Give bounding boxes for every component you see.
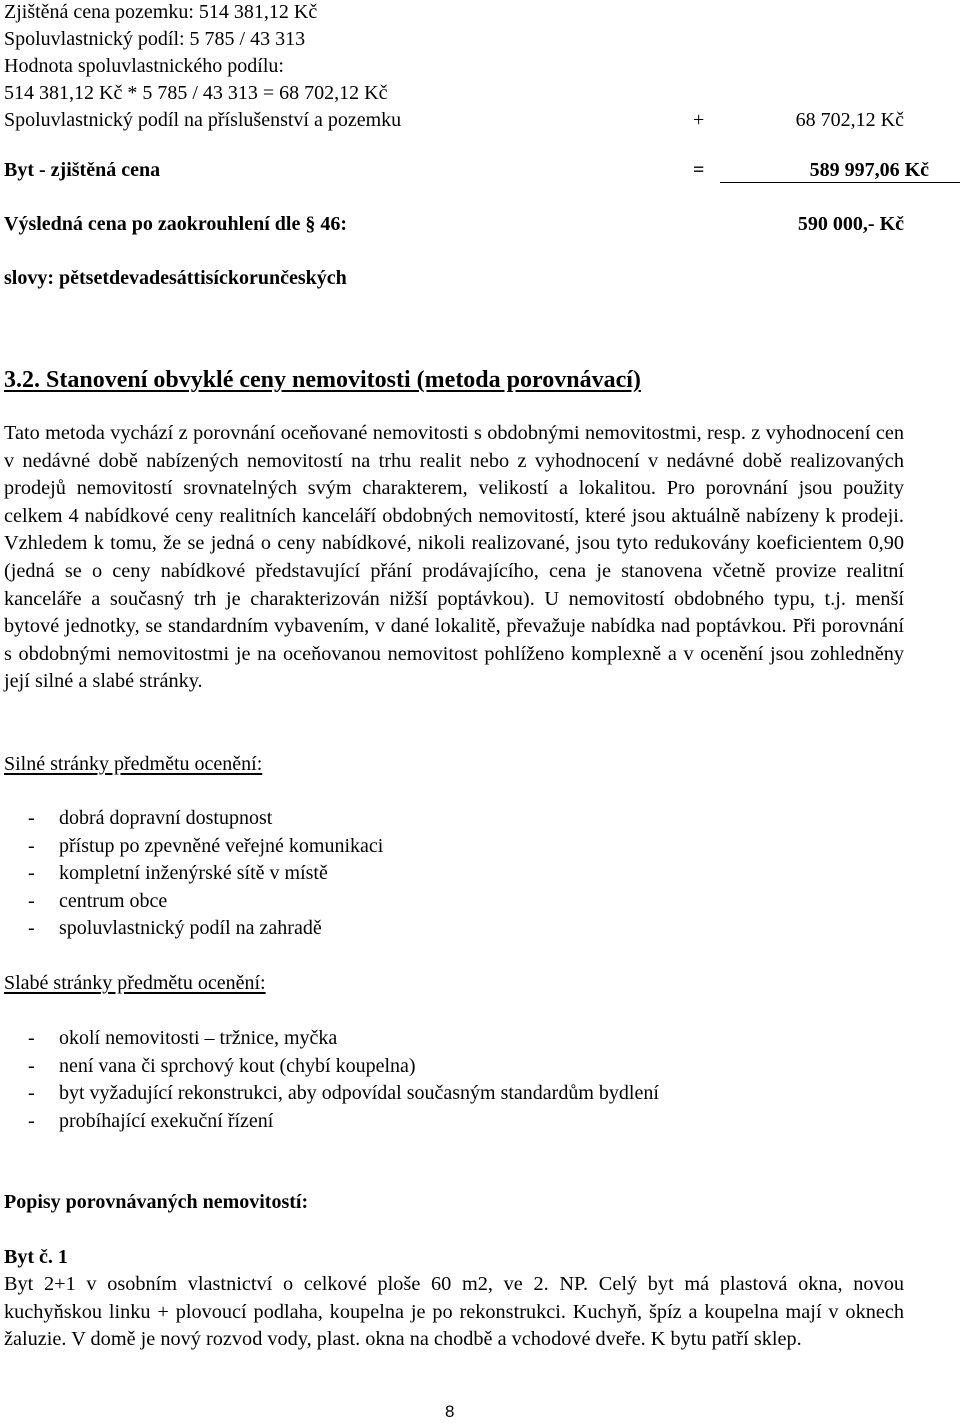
flat-price-amount: 589 997,06 Kč xyxy=(809,159,929,181)
rounded-price-label: Výsledná cena po zaokrouhlení dle § 46: xyxy=(4,213,347,235)
page-number: 8 xyxy=(445,1402,455,1421)
strengths-heading: Silné stránky předmětu ocenění: xyxy=(4,753,263,775)
flat-1-description: Byt 2+1 v osobním vlastnictví o celkové ploše 60 m2, ve 2. NP. Celý byt má plastová okna, novou kuchyňskou linku + plovoucí podlaha, koupelna je po rekonstrukci. Kuchyň, špíz a koupelna mají v oknech žaluzie. V domě je nový rozvod vody, plast. okna na chodbě a vchodové dveře. K bytu patří sklep. xyxy=(4,1273,904,1351)
share-value-heading: Hodnota spoluvlastnického podílu: xyxy=(4,55,284,77)
list-item: - byt vyžadující rekonstrukci, aby odpovídal současným standardům bydlení xyxy=(28,1080,659,1108)
list-item: - přístup po zpevněné veřejné komunikaci xyxy=(28,833,383,861)
method-paragraph: Tato metoda vychází z porovnání oceňované nemovitosti s obdobnými nemovitostmi, resp. z vyhodnocení cen v nedávné době nabízených nemovitostí na trhu realit nebo z vyhodnocení v nedávné době realizovaných prodejů nemovitostí srovnatelných svým charakterem, velikostí a lokalitou. Pro porovnání jsou použity celkem 4 nabídkové ceny realitních kanceláří obdobných nemovitostí, které jsou aktuálně nabízeny k prodeji. Vzhledem k tomu, že se jedná o ceny nabídkové, nikoli realizované, jsou tyto redukovány koeficientem 0,90 (jedná se o ceny nabídkové představující přání prodávajícího, cena je stanovena včetně provize realitní kanceláře a současný trh je charakterizován nižší poptávkou). U nemovitostí obdobného typu, t.j. menší bytové jednotky, se standardním vybavením, v dané lokalitě, převažuje nabídka nad poptávkou. Při porovnání s obdobnými nemovitostmi je na oceňovanou nemovitost pohlíženo komplexně a v ocenění jsou zohledněny její silné a slabé stránky. xyxy=(4,422,904,693)
list-item: - probíhající exekuční řízení xyxy=(28,1108,659,1136)
sum-rule xyxy=(720,182,960,183)
list-item: - kompletní inženýrské sítě v místě xyxy=(28,860,383,888)
share-accessories-label: Spoluvlastnický podíl na příslušenství a pozemku xyxy=(4,109,402,131)
comparison-heading: Popisy porovnávaných nemovitostí: xyxy=(4,1191,309,1213)
weaknesses-heading: Slabé stránky předmětu ocenění: xyxy=(4,972,266,994)
weaknesses-list xyxy=(28,1025,659,1135)
section-title: 3.2. Stanovení obvyklé ceny nemovitosti (metoda porovnávací) xyxy=(4,367,641,393)
list-item: - není vana či sprchový kout (chybí koupelna) xyxy=(28,1053,659,1081)
co-ownership-share-line: Spoluvlastnický podíl: 5 785 / 43 313 xyxy=(4,28,306,50)
list-item: - spoluvlastnický podíl na zahradě xyxy=(28,915,383,943)
flat-price-label: Byt - zjištěná cena xyxy=(4,159,161,181)
price-in-words: slovy: pětsetdevadesáttisíckorunčeských xyxy=(4,267,347,289)
share-accessories-amount: 68 702,12 Kč xyxy=(795,109,904,131)
list-item: - okolí nemovitosti – tržnice, myčka xyxy=(28,1025,659,1053)
list-item: - centrum obce xyxy=(28,888,383,916)
share-value-formula: 514 381,12 Kč * 5 785 / 43 313 = 68 702,12 Kč xyxy=(4,82,388,104)
flat-1-title: Byt č. 1 xyxy=(4,1246,68,1268)
strengths-list xyxy=(28,805,383,943)
list-item: - dobrá dopravní dostupnost xyxy=(28,805,383,833)
plus-sign: + xyxy=(693,109,705,131)
rounded-price-amount: 590 000,- Kč xyxy=(797,213,904,235)
land-price-line: Zjištěná cena pozemku: 514 381,12 Kč xyxy=(4,1,318,23)
equals-sign: = xyxy=(693,159,705,181)
